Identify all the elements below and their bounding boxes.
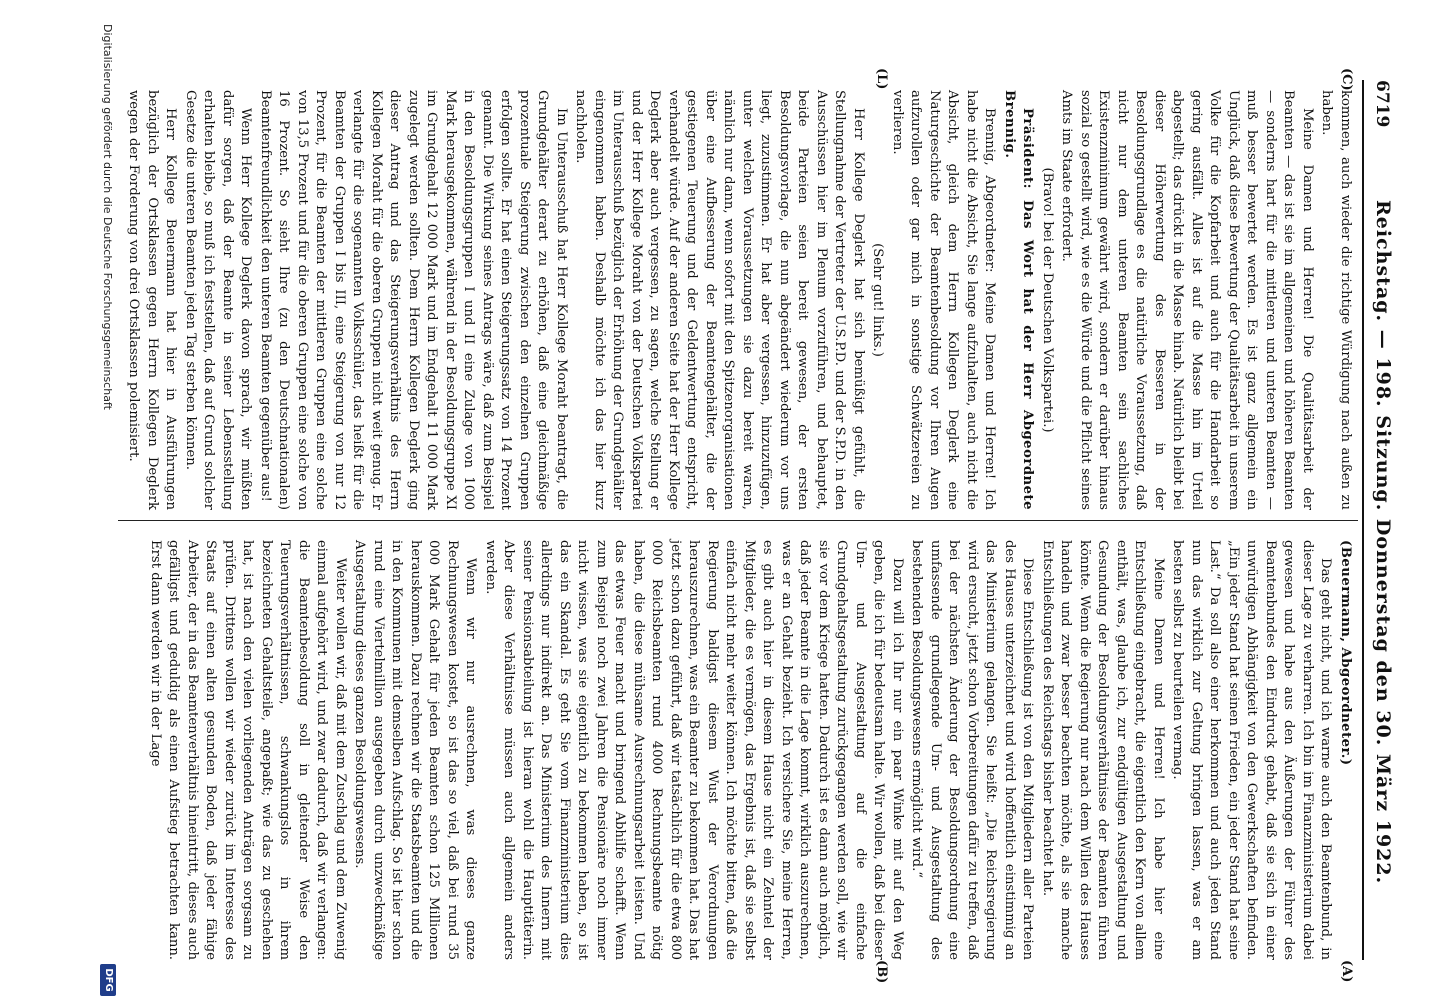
- margin-mark-b: (B): [874, 960, 889, 984]
- paragraph: Wenn Herr Kollege Deglerk davon sprach, wir müßten dafür sorgen, daß der Beamte in seiner Lebensstellung erhalten bleibe, so muß ich feststellen, daß auf Grund solcher Gesetze die unteren Beamten jeden Tag sterben können.: [183, 90, 254, 510]
- right-column: [145, 540, 1355, 960]
- digitization-note: Digitalisierung gefördert durch die Deutsche Forschungsgemeinschaft: [101, 24, 114, 410]
- column-divider: [118, 520, 1358, 521]
- margin-mark-c: (C): [1339, 68, 1354, 91]
- paragraph: Herr Kollege Deglerk hat sich bemüßigt gefühlt, die Stellungnahme der Vertreter der U.S.P.D. und der S.P.D. in den Ausschüssen hier im Plenum vorzuführen, und behauptet, beide Parteien seien bereit gewesen, der ersten Besoldungsvorlage, die nun abgeändert wiederum vor uns liegt, zuzustimmen. Er hat aber vergessen, hinzuzufügen, unter welchen Voraussetzungen sie dazu bereit waren, nämlich nur dann, wenn sofort mit den Spitzenorganisationen über eine Aufbesserung der Beamtengehälter, die der gestiegenen Teuerung und der Geldentwertung entspricht, verhandelt würde. Auf der anderen Seite hat der Herr Kollege Deglerk aber auch vergessen, zu sagen, welche Stellung er und der Herr Kollege Moraht von der Deutschen Volkspartei im Unterausschuß bezüglich der Erhöhung der Grundgehälter eingenommen haben. Deshalb möchte ich das hier kurz nachholen.: [573, 90, 866, 510]
- dfg-logo-icon: DFG: [100, 964, 116, 996]
- speaker-line: Präsident: Das Wort hat der Herr Abgeordnete Brennig.: [1002, 90, 1036, 510]
- left-column: [123, 90, 1354, 510]
- margin-mark-l: (L): [874, 68, 889, 90]
- paragraph: Meine Damen und Herren! Ich habe hier eine Entschließung eingebracht, die eigentlich den Kern von allem enthält, was, glaube ich, zur endgültigen Ausgestaltung und Gesundung der Besoldungsverhältnisse der Beamten führen könnte. Wenn die Regierung nur nach dem Willen des Hauses handeln und zwar besser beachten möchte, als sie manche Entschließungen des Reichstags bisher beachtet hat.: [1040, 540, 1166, 960]
- margin-mark-a: (A): [1339, 960, 1354, 983]
- paragraph: Meine Damen und Herren! Die Qualitätsarbeit der Beamten — das ist sie im allgemeinen und höheren Beamten — sonderns hart für die mittleren und unteren Beamten — muß besser bewertet werden. Es ist ganz allgemein ein Unglück, daß diese Bewertung der Qualitätsarbeit in unserem Volke für die Kopfarbeit und auch für die Handarbeit so gering ausfällt. Alles ist auf die Masse hin im Urteil abgestellt; das drückt in die Masse hinab. Natürlich bleibt bei dieser Höherwertung des Besseren in der Besoldungsgrundlage es die natürliche Voraussetzung, daß nicht nur dem unteren Beamten sein sachliches Existenzminimum gewährt wird, sondern er darüber hinaus sozial so gestellt wird, wie es die Würde und die Pflicht seines Amts im Staate erfordert.: [1059, 90, 1315, 510]
- digitization-footer: [92, 0, 120, 1000]
- interjection: (Sehr gut! links.): [870, 243, 886, 357]
- paragraph: Weiter wollen wir, daß mit dem Zuschlag und dem Zuwenig einmal aufgehört wird, und zwar dadurch, daß wir verlangen: die Beamtenbesoldung soll in gleitender Weise den Teuerungsverhältnissen, schwankungslos in ihrem bezeichneten Gehaltsteile, angepaßt; wie das zu geschehen hat, ist nach den vielen vorliegenden Anträgen sorgsam zu prüfen. Drittens wollen wir wieder zurück im Interesse des Staats auf einen alten gesunden Boden, daß jeder fähige Arbeiter, der in das Beamtenverhältnis hineintritt, dieses auch gefälligst und geduldig als einen Aufstieg betrachten kann. Erst dann werden wir in der Lage: [148, 540, 348, 960]
- paragraph: Das geht nicht, und ich warne auch den Beamtenbund, in dieser Lage zu verharren. Ich bin im Finanzministerium dabei gewesen und habe aus den Äußerungen der Führer des Beamtenbundes den Eindruck gehabt, daß sie sich in einer unwürdigen Abhängigkeit von den Gewerkschaften befinden. „Ein jeder Stand hat seinen Frieden, ein jeder Stand hat seine Last.“ Da soll also einer herkommen und auch jeden Stand nun das wirklich zur Geltung bringen lassen, was er am besten selbst zu beurteilen vermag.: [1170, 540, 1334, 960]
- interjection: (Bravo! bei der Deutschen Volkspartei.): [1040, 167, 1055, 433]
- speaker-continuation: (Beuermann, Abgeordneter.): [1338, 540, 1353, 766]
- page-header: [1362, 80, 1394, 960]
- page-number: 6719: [1372, 80, 1392, 128]
- paragraph: kommen, auch wieder die richtige Würdigung nach außen zu haben.: [1319, 90, 1353, 510]
- running-head: Reichstag. — 198. Sitzung. Donnerstag den 30. März 1922.: [1372, 200, 1394, 885]
- paragraph: Im Unterausschuß hat Herr Kollege Moraht beantragt, die Grundgehälter derart zu erhöhen, daß eine gleichmäßige prozentuale Steigerung zwischen den einzelnen Gruppen erfolgen sollte. Er hat einen Steigerungssatz von 14 Prozent genannt. Die Wirkung seines Antrags wäre, daß zum Beispiel in den Besoldungsgruppen I und II eine Zulage von 1000 Mark herausgekommen, während in der Besoldungsgruppe XI im Grundgehalt 12 000 Mark und im Endgehalt 11 000 Mark zugelegt werden sollten. Dem Herrn Kollegen Deglerk ging dieser Antrag und das Steigerungsverhältnis des Herrn Kollegen Moraht für die oberen Gruppen nicht weit genug. Er verlangte für die sogenannten Volksschüler, das heißt für die Beamten der Gruppen I bis III, eine Steigerung von nur 12 Prozent, für die Beamten der mittleren Gruppen eine solche von 13,5 Prozent und für die oberen Gruppen eine solche von 16 Prozent. So sieht Ihre (zu den Deutschnationalen) Beamtenfreundlichkeit den unteren Beamten gegenüber aus!: [258, 90, 569, 510]
- paragraph: Herr Kollege Beuermann hat hier in Ausführungen bezüglich der Ortsklassen gegen Herrn Kollegen Deglerk wegen der Forderung von drei Ortsklassen polemisiert.: [126, 90, 179, 510]
- paragraph: Dazu will ich Ihr nur ein paar Winke mit auf den Weg geben, die ich für bedeutsam halte. Wir wollen, daß bei dieser Um- und Ausgestaltung auf die einfache Grundgehaltsgestaltung zurückgegangen werden soll, wie wir sie vor dem Kriege hatten. Dadurch ist es dann auch möglich, daß jeder Beamte in die Lage kommt, wirklich auszurechnen, was er an Gehalt bezieht. Ich versichere Sie, meine Herren, es gibt auch hier in diesem Hause nicht ein Zehntel der Mitglieder, die es vermögen, das Ergebnis ist, daß sie selbst einfach nicht mehr weiter können. Ich möchte bitten, daß die Regierung baldigst diesem Wust der Verordnungen herauszurechnen, was ein Beamter zu bekommen hat. Das hat jetzt schon dazu geführt, daß wir tatsächlich für die etwa 800 000 Reichsbeamten rund 4000 Rechnungsbeamte nötig haben, die diese mühsame Ausrechnungsarbeit leisten. Und das etwas Feuer macht und bringend Abhilfe schafft. Wenn zum Beispiel noch zwei Jahren die Pensionäre noch immer nicht wissen, was sie eigentlich zu bekommen haben, so ist das ein Skandal. Es geht Sie vom Finanzministerium dies allerdings nur indirekt an. Das Ministerium des Innern mit seiner Pensionsabteilung ist hieran wohl die Haupttäterin. Aber diese Verhältnisse müssen auch allgemein anders werden.: [483, 540, 905, 960]
- paragraph: Diese Entschließung ist von den Mitgliedern aller Parteien des Hauses unterzeichnet und wird hoffentlich einstimmig an das Ministerium gelangen. Sie heißt: „Die Reichsregierung wird ersucht, jetzt schon Vorbereitungen dafür zu treffen, daß bei der nächsten Änderung der Besoldungsordnung eine umfassende grundlegende Um- und Ausgestaltung des bestehenden Besoldungswesens ermöglicht wird.“: [909, 540, 1036, 960]
- paragraph: Wenn wir nur ausrechnen, was dieses ganze Rechnungswesen kostet, so ist das so viel, daß bei rund 35 000 Mark Gehalt für jeden Beamten schon 125 Millionen herauskommen. Dazu rechnen wir die Staatsbeamten und die in den Kommunen mit demselben Aufschlag. So ist hier schon rund eine Viertelmillion ausgegeben durch unzweckmäßige Ausgestaltung dieses ganzen Besoldungswesens.: [352, 540, 479, 960]
- paragraph: Brennig, Abgeordneter: Meine Damen und Herren! Ich habe nicht die Absicht, Sie lange aufzuhalten, auch nicht die Absicht, gleich dem Herrn Kollegen Deglerk eine Naturgeschichte der Beamtenbesoldung vor Ihren Augen aufzurollen oder gar mich in sonstige Schwätzereien zu verlieren.: [890, 90, 998, 510]
